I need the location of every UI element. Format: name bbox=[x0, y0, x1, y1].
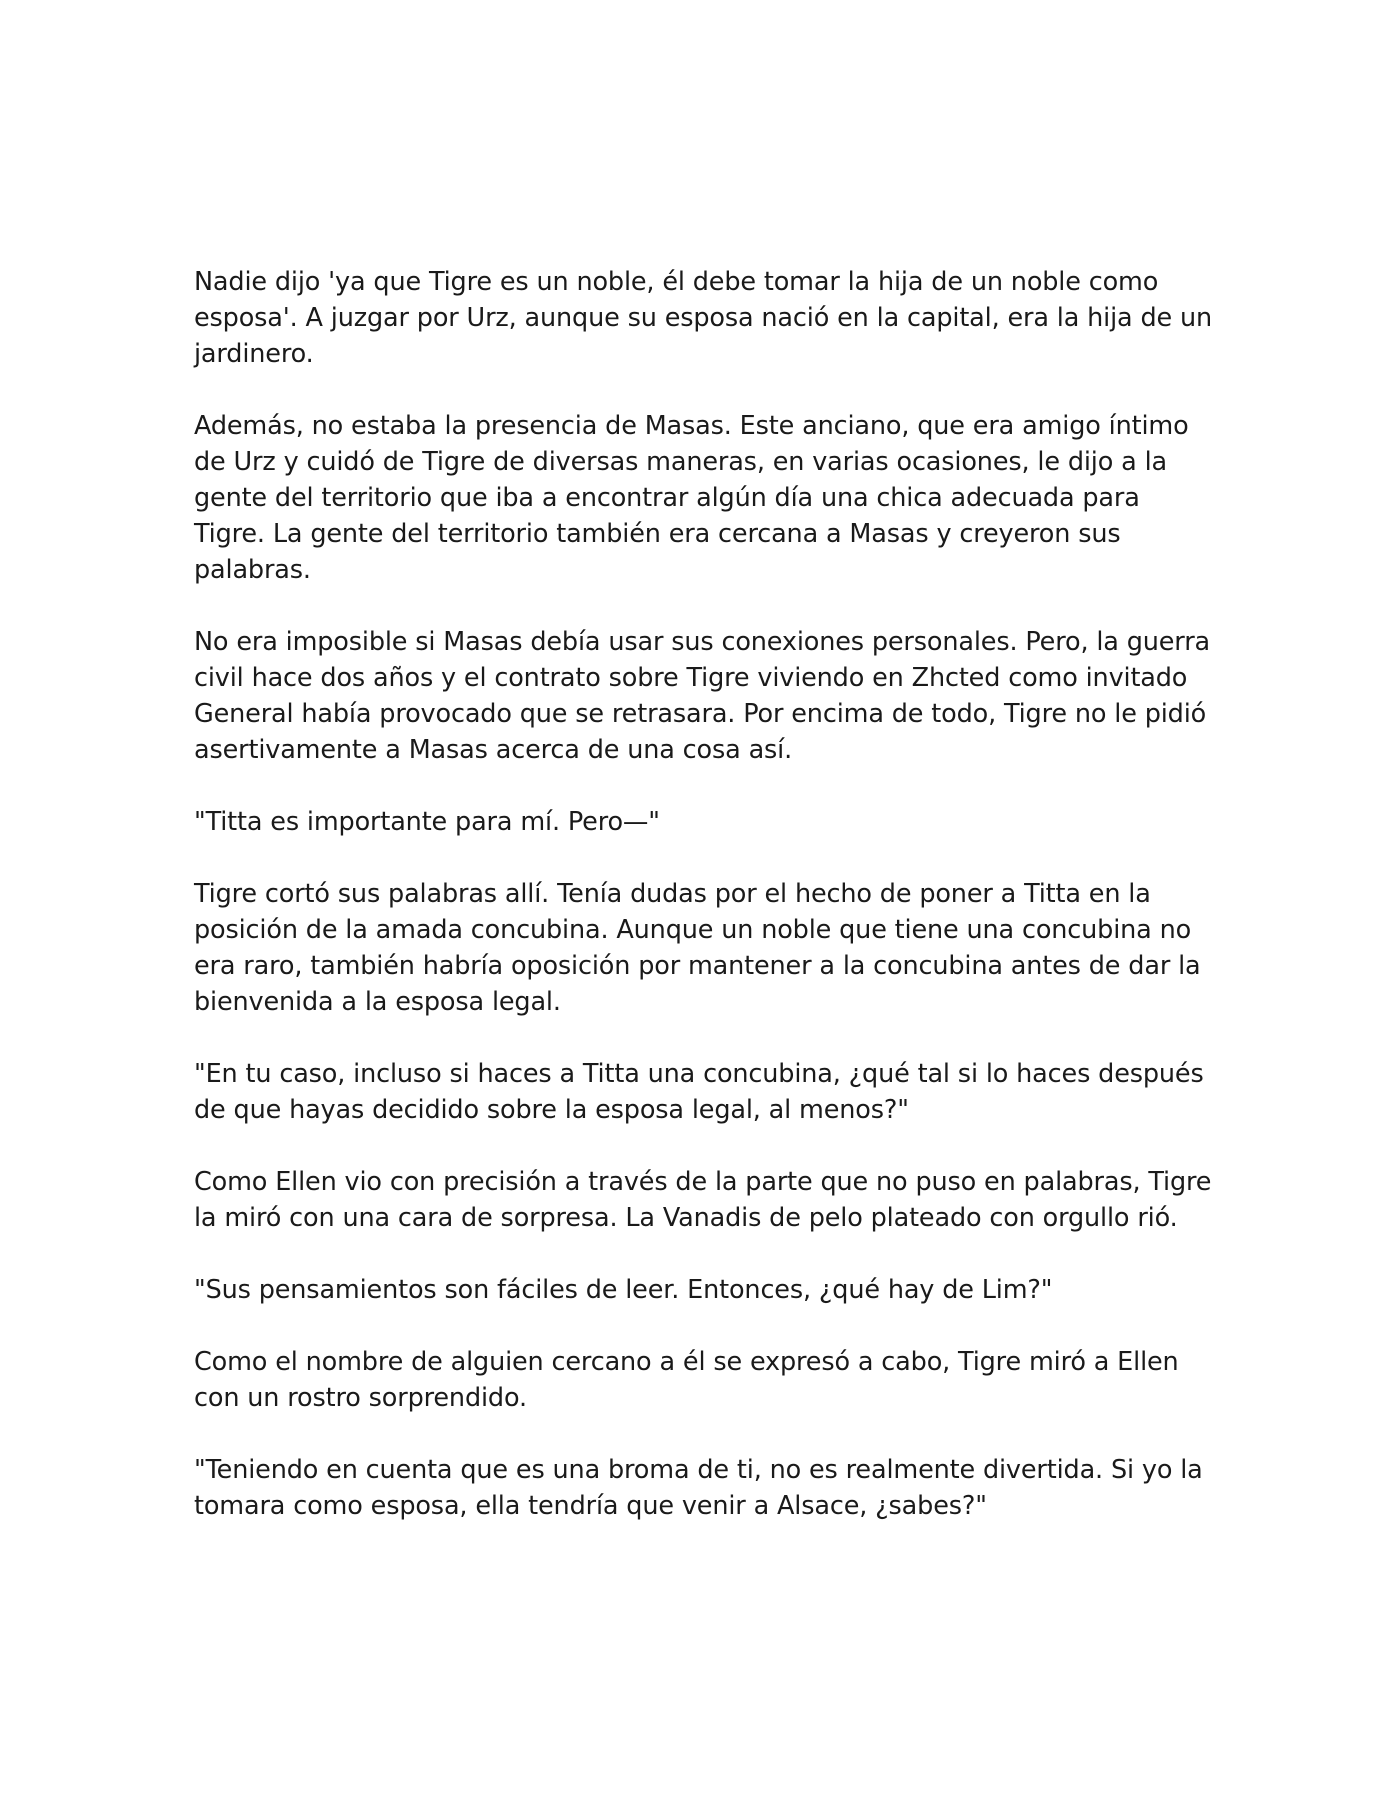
paragraph: No era imposible si Masas debía usar sus conexiones personales. Pero, la guerra civil hace dos años y el contrato sobre Tigre viviendo en Zhcted como invitado General había provocado que se retrasara. Por encima de todo, Tigre no le pidió asertivamente a Masas acerca de una cosa así. bbox=[194, 627, 1211, 765]
paragraph: Además, no estaba la presencia de Masas. Este anciano, que era amigo íntimo de Urz y cuidó de Tigre de diversas maneras, en varias ocasiones, le dijo a la gente del territorio que iba a encontrar algún día una chica adecuada para Tigre. La gente del territorio también era cercana a Masas y creyeron sus palabras. bbox=[194, 411, 1189, 585]
paragraph: "Teniendo en cuenta que es una broma de ti, no es realmente divertida. Si yo la tomara como esposa, ella tendría que venir a Alsace, ¿sabes?" bbox=[194, 1455, 1203, 1521]
paragraph: Como Ellen vio con precisión a través de la parte que no puso en palabras, Tigre la miró con una cara de sorpresa. La Vanadis de pelo plateado con orgullo rió. bbox=[194, 1167, 1212, 1233]
paragraph: "Titta es importante para mí. Pero—" bbox=[194, 807, 660, 837]
paragraph: Tigre cortó sus palabras allí. Tenía dudas por el hecho de poner a Titta en la posición de la amada concubina. Aunque un noble que tiene una concubina no era raro, también habría oposición por mantener a la concubina antes de dar la bienvenida a la esposa legal. bbox=[194, 879, 1201, 1017]
paragraph: "Sus pensamientos son fáciles de leer. Entonces, ¿qué hay de Lim?" bbox=[194, 1275, 1053, 1305]
paragraph: Nadie dijo 'ya que Tigre es un noble, él debe tomar la hija de un noble como esposa'. A juzgar por Urz, aunque su esposa nació en la capital, era la hija de un jardinero. bbox=[194, 267, 1213, 369]
document-body bbox=[194, 264, 1214, 1560]
paragraph: Como el nombre de alguien cercano a él se expresó a cabo, Tigre miró a Ellen con un rostro sorprendido. bbox=[194, 1347, 1179, 1413]
paragraph: "En tu caso, incluso si haces a Titta una concubina, ¿qué tal si lo haces después de que hayas decidido sobre la esposa legal, al menos?" bbox=[194, 1059, 1204, 1125]
